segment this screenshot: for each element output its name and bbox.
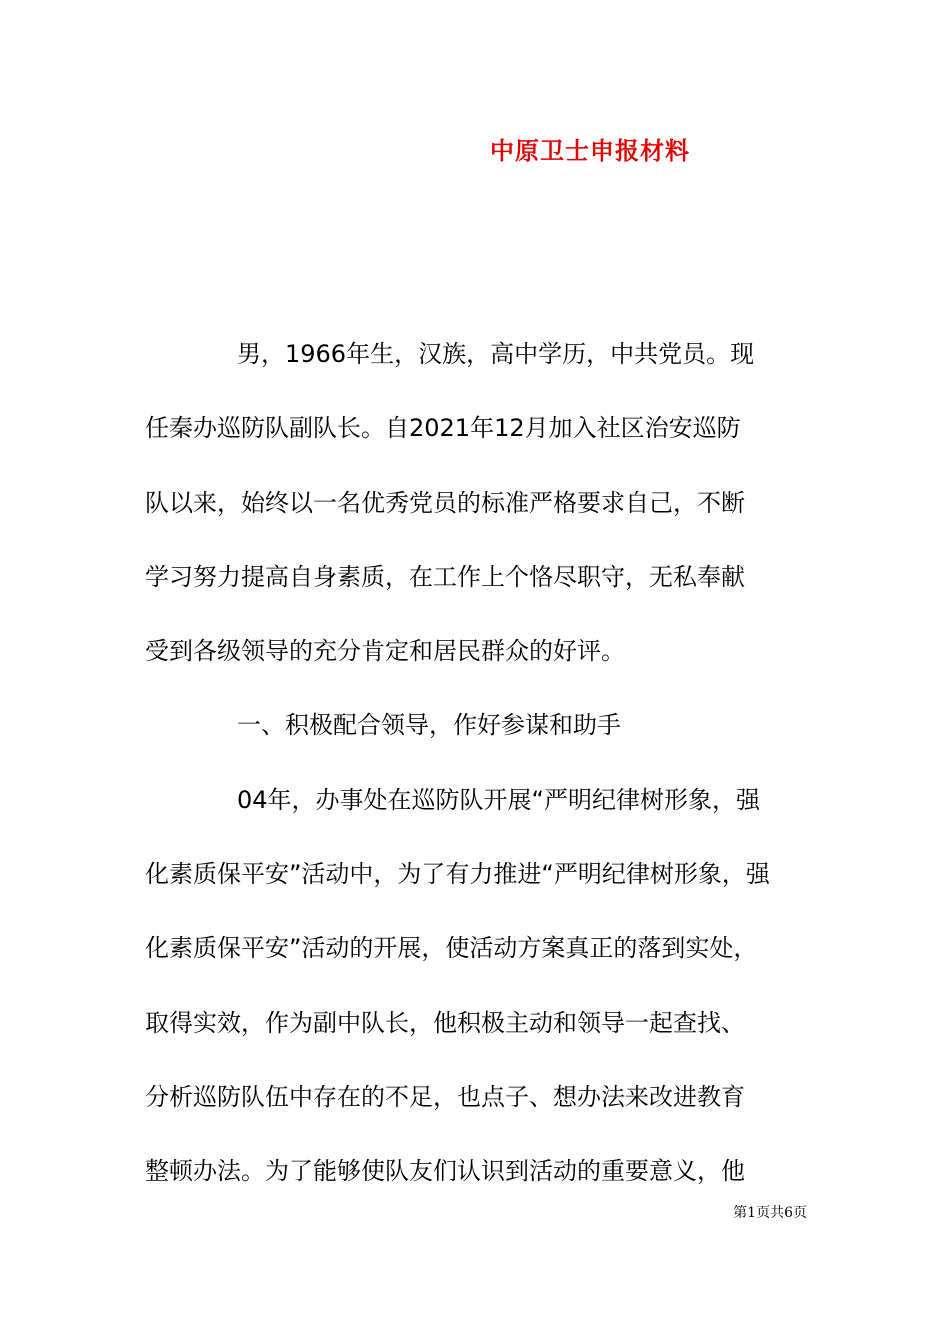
paragraph-line: 男，1966年生，汉族，高中学历，中共党员。现 <box>237 340 755 368</box>
document-title: 中原卫士申报材料 <box>490 136 690 165</box>
paragraph-line: 化素质保平安”活动的开展，使活动方案真正的落到实处， <box>145 934 758 963</box>
paragraph-line: 整顿办法。为了能够使队友们认识到活动的重要意义，他 <box>145 1157 745 1186</box>
paragraph-line: 化素质保平安”活动中，为了有力推进“严明纪律树形象，强 <box>145 860 770 889</box>
document-body <box>145 317 810 1209</box>
paragraph-line: 任秦办巡防队副队长。自2021年12月加入社区治安巡防 <box>145 414 741 443</box>
paragraph-line: 04年，办事处在巡防队开展“严明纪律树形象，强 <box>237 785 760 814</box>
paragraph-line: 队以来，始终以一名优秀党员的标准严格要求自己，不断 <box>145 488 745 517</box>
paragraph-line: 取得实效，作为副中队长，他积极主动和领导一起查找、 <box>145 1008 745 1037</box>
paragraph-line: 分析巡防队伍中存在的不足，也点子、想办法来改进教育 <box>145 1082 745 1111</box>
paragraph-line: 学习努力提高自身素质，在工作上个恪尽职守，无私奉献 <box>145 562 745 591</box>
paragraph-line: 受到各级领导的充分肯定和居民群众的好评。 <box>145 637 625 666</box>
page-number: 第1页共6页 <box>733 1205 807 1221</box>
section-heading: 一、积极配合领导，作好参谋和助手 <box>237 711 621 740</box>
